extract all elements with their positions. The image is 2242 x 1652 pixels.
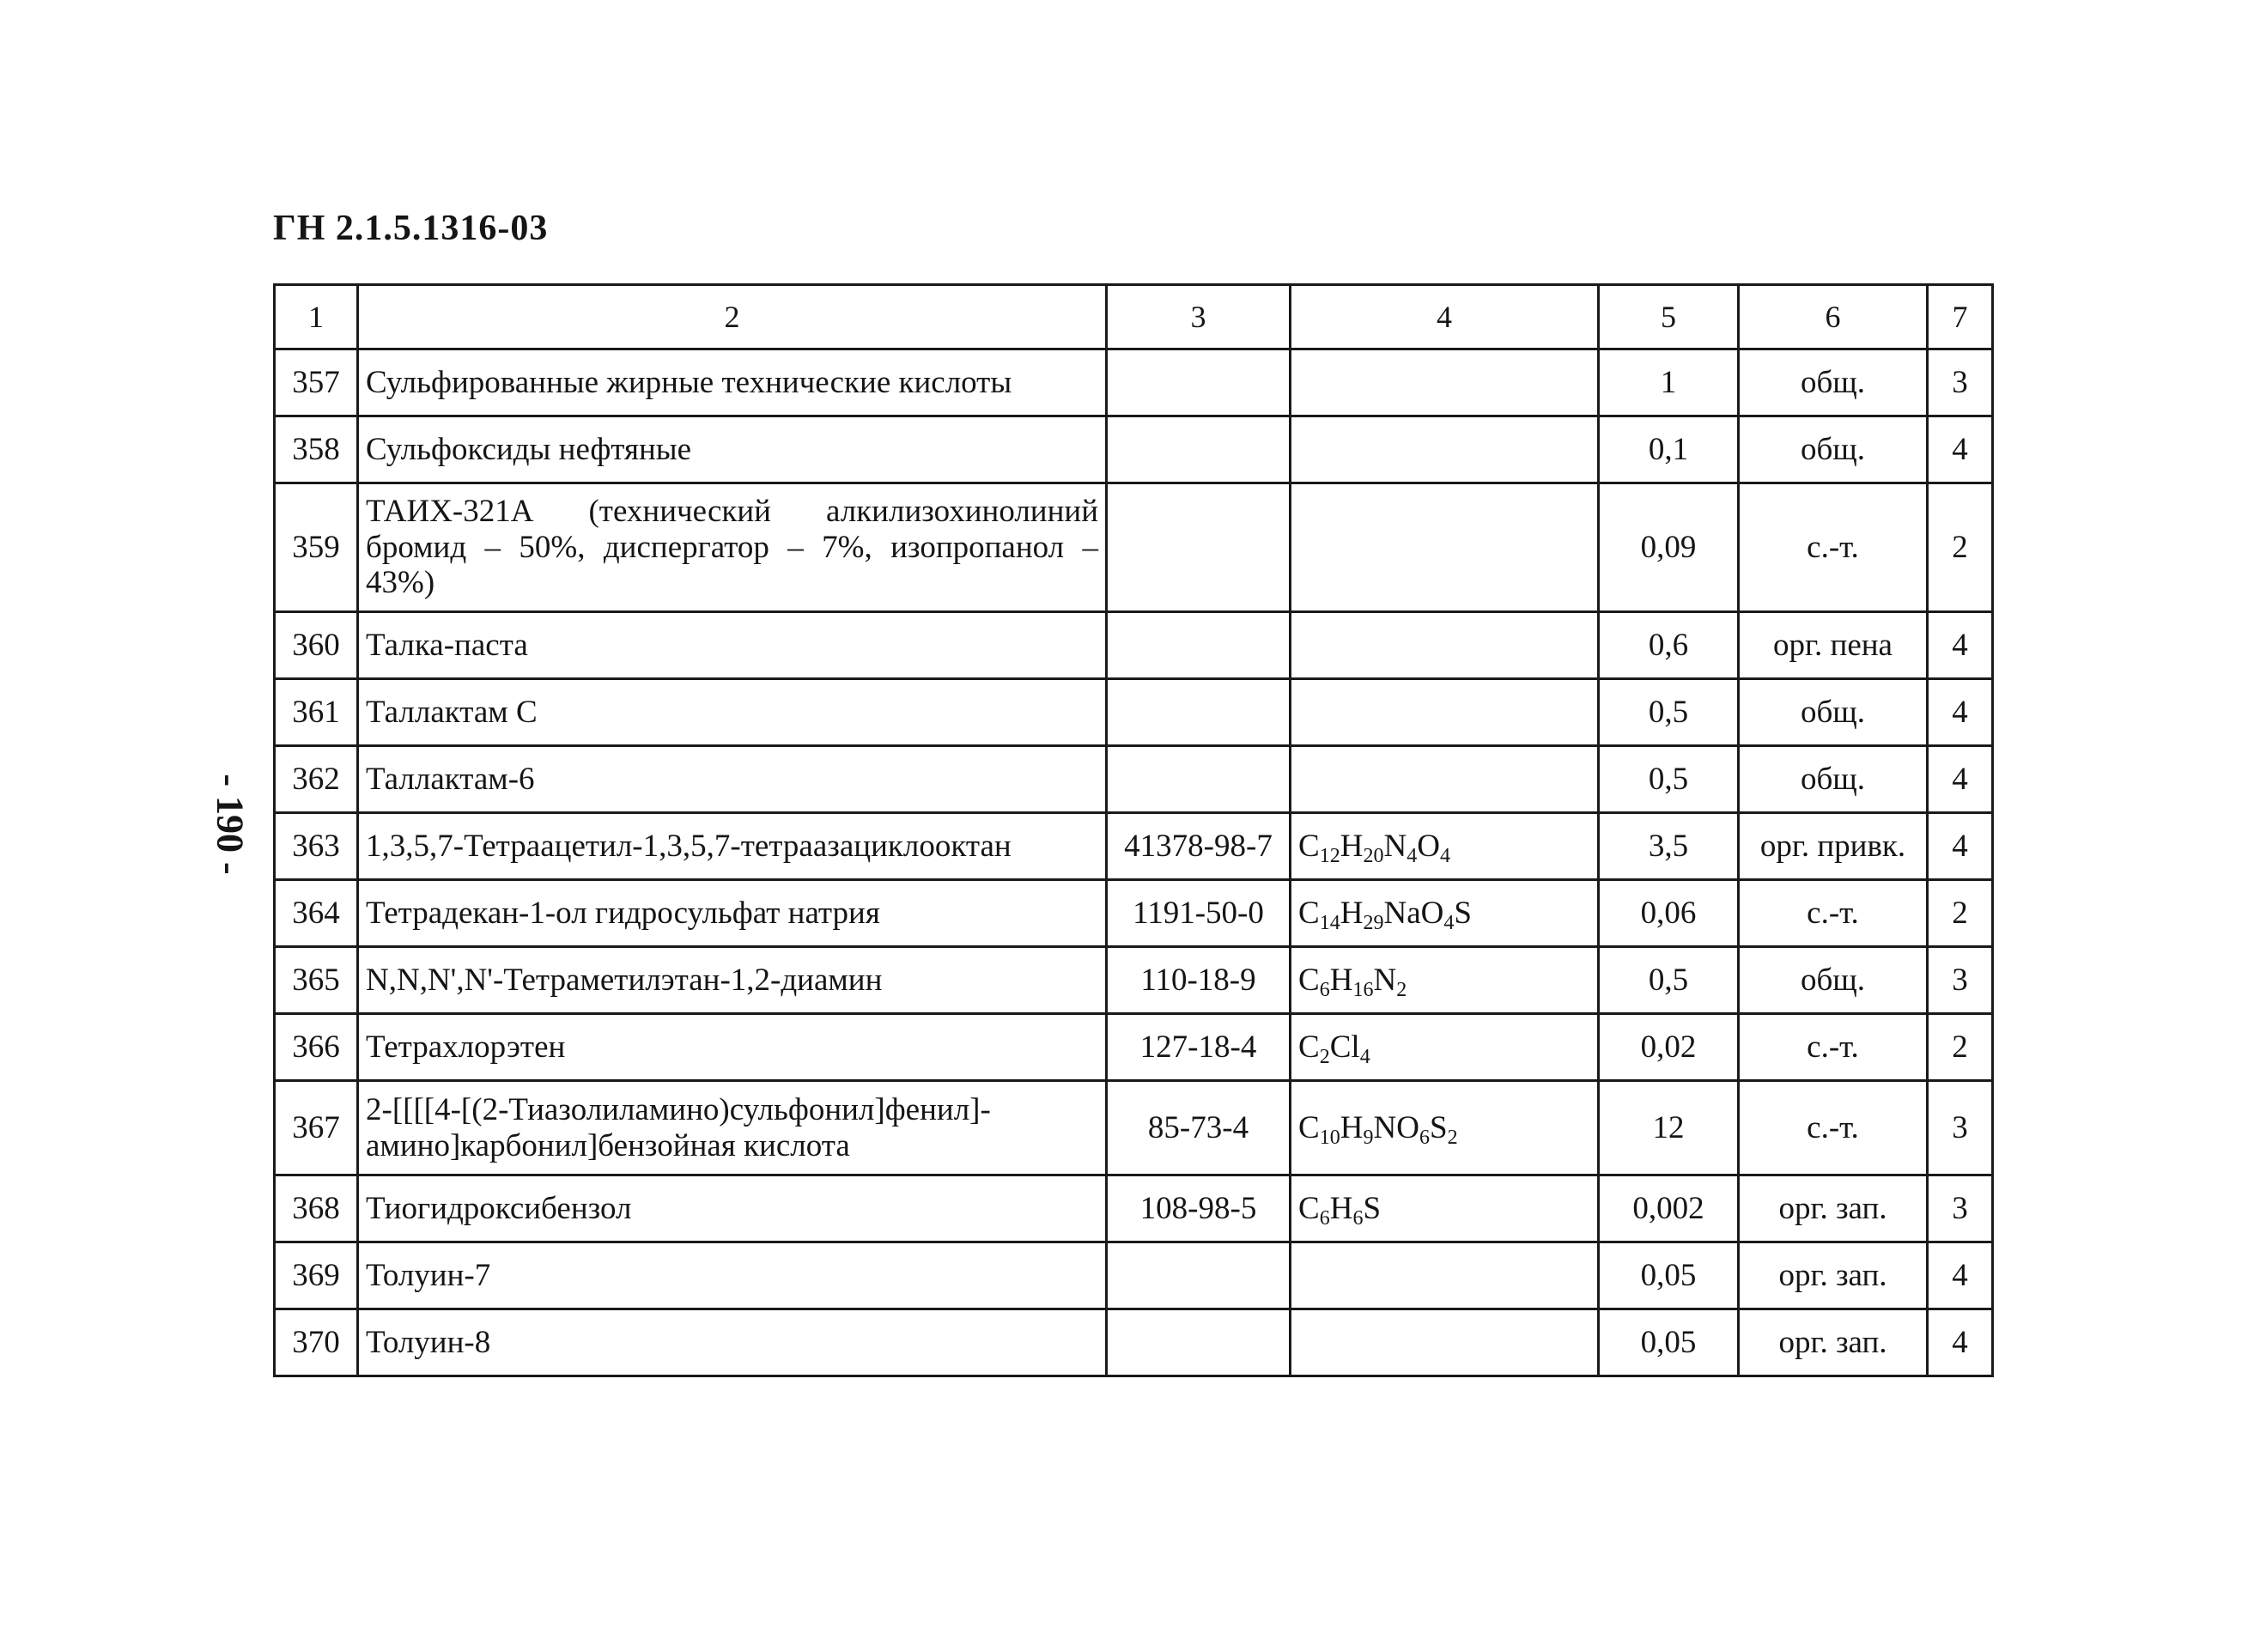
- mpc-value: 1: [1599, 349, 1739, 416]
- hazard-sign: орг. привк.: [1739, 813, 1928, 880]
- hazard-sign: общ.: [1739, 746, 1928, 813]
- cas-number: 85-73-4: [1107, 1081, 1291, 1175]
- hazard-class: 4: [1928, 416, 1993, 483]
- table-row: [275, 1175, 1993, 1242]
- row-number: 366: [275, 1014, 358, 1081]
- table-row: [275, 1309, 1993, 1376]
- hazard-class: 4: [1928, 612, 1993, 679]
- mpc-value: 0,002: [1599, 1175, 1739, 1242]
- hazard-class: 3: [1928, 1081, 1993, 1175]
- document-header: ГН 2.1.5.1316-03: [273, 209, 549, 248]
- column-header: 5: [1599, 285, 1739, 349]
- row-number: 362: [275, 746, 358, 813]
- row-number: 368: [275, 1175, 358, 1242]
- chemical-formula: [1291, 679, 1599, 746]
- row-number: 357: [275, 349, 358, 416]
- mpc-value: 0,5: [1599, 679, 1739, 746]
- row-number: 370: [275, 1309, 358, 1376]
- substance-name: Таллактам-6: [358, 746, 1107, 813]
- table-row: [275, 746, 1993, 813]
- chemical-formula: [1291, 349, 1599, 416]
- chemical-formula: $C_6H_{16}N_2$: [1291, 947, 1599, 1014]
- cas-number: [1107, 612, 1291, 679]
- table-row: [275, 813, 1993, 880]
- hazard-sign: орг. зап.: [1739, 1175, 1928, 1242]
- mpc-value: 0,5: [1599, 947, 1739, 1014]
- row-number: 369: [275, 1242, 358, 1309]
- row-number: 364: [275, 880, 358, 947]
- column-header: 6: [1739, 285, 1928, 349]
- cas-number: 108-98-5: [1107, 1175, 1291, 1242]
- chemical-formula: [1291, 483, 1599, 612]
- chemical-formula: [1291, 416, 1599, 483]
- hazard-class: 4: [1928, 813, 1993, 880]
- header-row: [275, 285, 1993, 349]
- substance-name: Талка-паста: [358, 612, 1107, 679]
- substance-name: N,N,N',N'-Тетраметилэтан-1,2-диамин: [358, 947, 1107, 1014]
- substance-name: ТАИХ-321А (технический алкилизохинолиний бромид – 50%, диспергатор – 7%, изопропанол – 43%): [358, 483, 1107, 612]
- hazard-class: 2: [1928, 483, 1993, 612]
- table-row: [275, 612, 1993, 679]
- cas-number: [1107, 416, 1291, 483]
- hazard-class: 4: [1928, 679, 1993, 746]
- hazard-sign: общ.: [1739, 349, 1928, 416]
- substance-name: Тетрадекан-1-ол гидросульфат натрия: [358, 880, 1107, 947]
- row-number: 363: [275, 813, 358, 880]
- row-number: 359: [275, 483, 358, 612]
- hazard-class: 4: [1928, 1242, 1993, 1309]
- chemical-formula: $C_{14}H_{29}NaO_4S$: [1291, 880, 1599, 947]
- table-row: [275, 880, 1993, 947]
- cas-number: [1107, 1242, 1291, 1309]
- cas-number: [1107, 679, 1291, 746]
- column-header: 3: [1107, 285, 1291, 349]
- substance-name: Толуин-8: [358, 1309, 1107, 1376]
- hazard-sign: орг. пена: [1739, 612, 1928, 679]
- table-row: [275, 416, 1993, 483]
- table-row: [275, 1242, 1993, 1309]
- cas-number: [1107, 1309, 1291, 1376]
- hazard-sign: орг. зап.: [1739, 1309, 1928, 1376]
- mpc-value: 0,6: [1599, 612, 1739, 679]
- hazard-class: 3: [1928, 349, 1993, 416]
- table-row: [275, 679, 1993, 746]
- hazard-sign: с.-т.: [1739, 483, 1928, 612]
- column-header: 2: [358, 285, 1107, 349]
- hazard-sign: с.-т.: [1739, 1081, 1928, 1175]
- substance-name: Сульфированные жирные технические кислоты: [358, 349, 1107, 416]
- hazard-class: 3: [1928, 947, 1993, 1014]
- mpc-value: 0,06: [1599, 880, 1739, 947]
- substance-table: [273, 283, 1994, 1377]
- cas-number: 1191-50-0: [1107, 880, 1291, 947]
- mpc-value: 0,5: [1599, 746, 1739, 813]
- hazard-sign: с.-т.: [1739, 1014, 1928, 1081]
- hazard-sign: с.-т.: [1739, 880, 1928, 947]
- substance-name: Тиогидроксибензол: [358, 1175, 1107, 1242]
- row-number: 361: [275, 679, 358, 746]
- substance-name: 2-[[[[4-[(2-Тиазолиламино)сульфонил]фенил]-амино]карбонил]бензойная кислота: [358, 1081, 1107, 1175]
- table-row: [275, 483, 1993, 612]
- row-number: 365: [275, 947, 358, 1014]
- hazard-class: 3: [1928, 1175, 1993, 1242]
- table-body: [275, 349, 1993, 1376]
- column-header: 1: [275, 285, 358, 349]
- substance-name: 1,3,5,7-Тетраацетил-1,3,5,7-тетраазациклооктан: [358, 813, 1107, 880]
- substance-name: Тетрахлорэтен: [358, 1014, 1107, 1081]
- cas-number: 110-18-9: [1107, 947, 1291, 1014]
- mpc-value: 3,5: [1599, 813, 1739, 880]
- cas-number: 127-18-4: [1107, 1014, 1291, 1081]
- page-number: - 190 -: [209, 774, 252, 875]
- chemical-formula: $C_{12}H_{20}N_4O_4$: [1291, 813, 1599, 880]
- table-row: [275, 947, 1993, 1014]
- table-row: [275, 349, 1993, 416]
- chemical-formula: [1291, 1242, 1599, 1309]
- table-row: [275, 1081, 1993, 1175]
- hazard-class: 2: [1928, 1014, 1993, 1081]
- hazard-sign: общ.: [1739, 679, 1928, 746]
- chemical-formula: [1291, 746, 1599, 813]
- chemical-formula: $C_6H_6S$: [1291, 1175, 1599, 1242]
- hazard-class: 2: [1928, 880, 1993, 947]
- column-header: 7: [1928, 285, 1993, 349]
- mpc-value: 0,09: [1599, 483, 1739, 612]
- mpc-value: 0,05: [1599, 1242, 1739, 1309]
- chemical-formula: $C_2Cl_4$: [1291, 1014, 1599, 1081]
- substance-name: Таллактам С: [358, 679, 1107, 746]
- hazard-class: 4: [1928, 746, 1993, 813]
- cas-number: 41378-98-7: [1107, 813, 1291, 880]
- mpc-value: 0,02: [1599, 1014, 1739, 1081]
- mpc-value: 0,05: [1599, 1309, 1739, 1376]
- cas-number: [1107, 746, 1291, 813]
- chemical-formula: $C_{10}H_9NO_6S_2$: [1291, 1081, 1599, 1175]
- hazard-sign: орг. зап.: [1739, 1242, 1928, 1309]
- substance-name: Толуин-7: [358, 1242, 1107, 1309]
- row-number: 358: [275, 416, 358, 483]
- substance-name: Сульфоксиды нефтяные: [358, 416, 1107, 483]
- mpc-value: 0,1: [1599, 416, 1739, 483]
- hazard-sign: общ.: [1739, 416, 1928, 483]
- cas-number: [1107, 483, 1291, 612]
- cas-number: [1107, 349, 1291, 416]
- mpc-value: 12: [1599, 1081, 1739, 1175]
- table-row: [275, 1014, 1993, 1081]
- column-header: 4: [1291, 285, 1599, 349]
- row-number: 367: [275, 1081, 358, 1175]
- row-number: 360: [275, 612, 358, 679]
- chemical-formula: [1291, 612, 1599, 679]
- hazard-class: 4: [1928, 1309, 1993, 1376]
- chemical-formula: [1291, 1309, 1599, 1376]
- hazard-sign: общ.: [1739, 947, 1928, 1014]
